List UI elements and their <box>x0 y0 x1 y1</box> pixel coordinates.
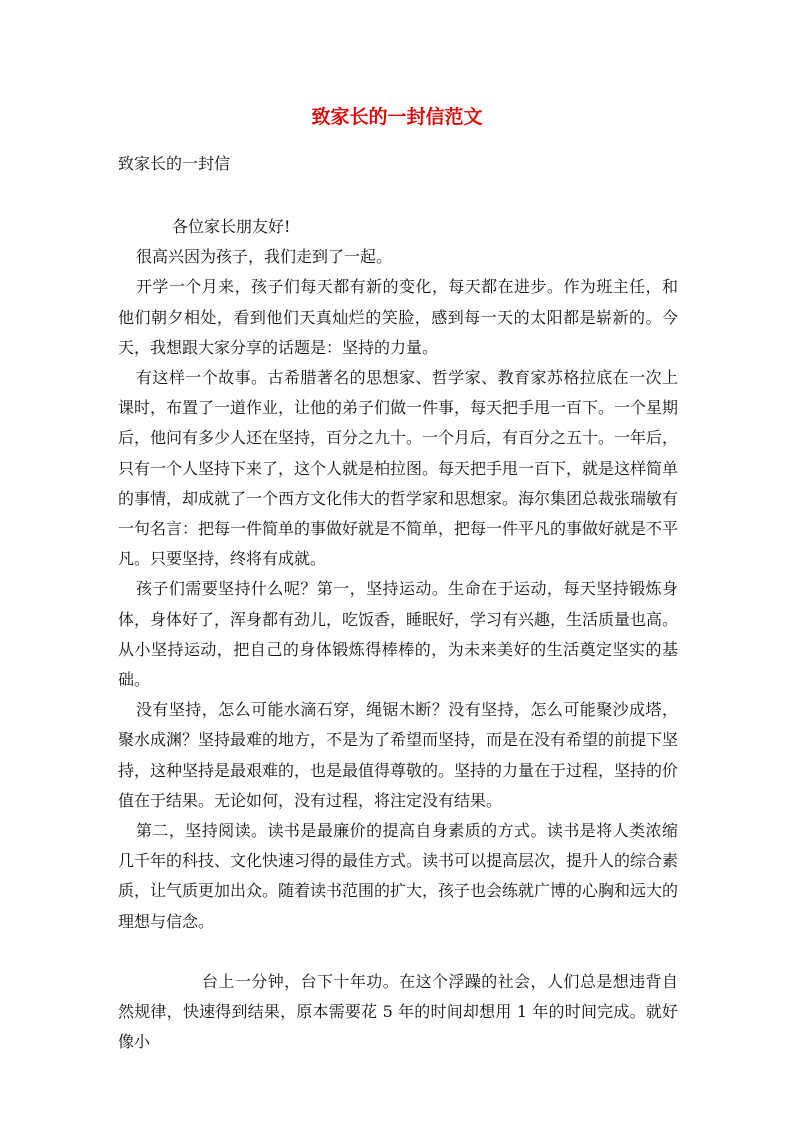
paragraph-7: 台上一分钟，台下十年功。在这个浮躁的社会，人们总是想违背自然规律，快速得到结果，原本需要花 5 年的时间却想用 1 年的时间完成。就好像小 <box>118 971 678 1052</box>
paragraph-4: 孩子们需要坚持什么呢？第一，坚持运动。生命在于运动，每天坚持锻炼身体，身体好了，浑身都有劲儿，吃饭香，睡眠好，学习有兴趣，生活质量也高。从小坚持运动，把自己的身体锻炼得棒棒的，为未来美好的生活奠定坚实的基础。 <box>118 579 679 690</box>
paragraph-2: 开学一个月来，孩子们每天都有新的变化，每天都在进步。作为班主任，和他们朝夕相处，看到他们天真灿烂的笑脸，感到每一天的太阳都是崭新的。今天，我想跟大家分享的话题是：坚持的力量。 <box>118 277 678 357</box>
paragraph-gap <box>118 937 678 967</box>
document-body <box>118 212 678 1057</box>
document-title: 致家长的一封信范文 <box>311 106 483 128</box>
paragraph-3: 有这样一个故事。古希腊著名的思想家、哲学家、教育家苏格拉底在一次上课时，布置了一道作业，让他的弟子们做一件事，每天把手甩一百下。一个星期后，他问有多少人还在坚持，百分之九十。一个月后，有百分之五十。一年后，只有一个人坚持下来了，这个人就是柏拉图。每天把手甩一百下，就是这样简单的事情，却成就了一个西方文化伟大的哲学家和思想家。海尔集团总裁张瑞敏有一句名言：把每一件简单的事做好就是不简单，把每一件平凡的事做好就是不平凡。只要坚持，终将有成就。 <box>118 368 679 569</box>
greeting-line: 各位家长朋友好! <box>172 217 291 236</box>
paragraph-1: 很高兴因为孩子，我们走到了一起。 <box>136 247 393 267</box>
document-subtitle: 致家长的一封信 <box>118 154 231 173</box>
paragraph-6: 第二，坚持阅读。读书是最廉价的提高自身素质的方式。读书是将人类浓缩几千年的科技、文化快速习得的最佳方式。读书可以提高层次，提升人的综合素质，让气质更加出众。随着读书范围的扩大，孩子也会练就广博的心胸和远大的理想与信念。 <box>118 821 679 931</box>
paragraph-5: 没有坚持，怎么可能水滴石穿，绳锯木断？没有坚持，怎么可能聚沙成塔，聚水成渊？坚持最难的地方，不是为了希望而坚持，而是在没有希望的前提下坚持，这种坚持是最艰难的，也是最值得尊敬的。坚持的力量在于过程，坚持的价值在于结果。无论如何，没有过程，将注定没有结果。 <box>118 700 679 810</box>
